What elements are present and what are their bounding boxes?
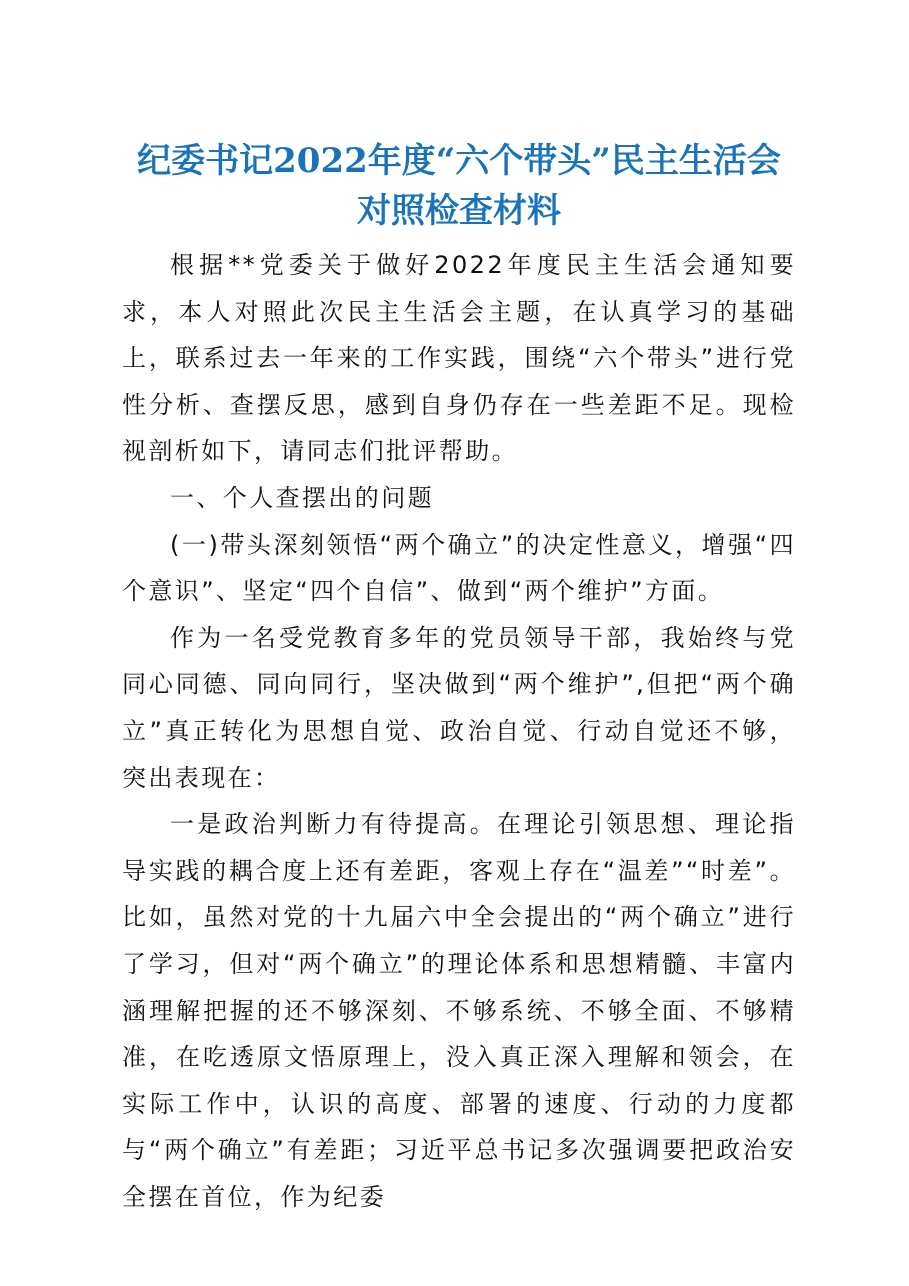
subsection-heading: (一)带头深刻领悟“两个确立”的决定性意义，增强“四个意识”、坚定“四个自信”、做到“两个维护”方面。 (122, 530, 796, 606)
body-paragraph: 一是政治判断力有待提高。在理论引领思想、理论指导实践的耦合度上还有差距，客观上存在“温差”“时差”。比如，虽然对党的十九届六中全会提出的“两个确立”进行了学习，但对“两个确立”的理论体系和思想精髓、丰富内涵理解把握的还不够深刻、不够系统、不够全面、不够精准，在吃透原文悟原理上，没入真正深入理解和领会，在实际工作中，认识的高度、部署的速度、行动的力度都与“两个确立”有差距；习近平总书记多次强调要把政治安全摆在首位，作为纪委 (122, 810, 796, 1211)
document-title (122, 136, 796, 236)
document-page (122, 136, 796, 1220)
document-body (122, 242, 796, 1220)
body-paragraph: 作为一名受党教育多年的党员领导干部，我始终与党同心同德、同向同行，坚决做到“两个维护”,但把“两个确立”真正转化为思想自觉、政治自觉、行动自觉还不够，突出表现在： (122, 623, 796, 792)
title-line-2: 对照检查材料 (357, 191, 561, 231)
intro-paragraph: 根据**党委关于做好2022年度民主生活会通知要求，本人对照此次民主生活会主题，在认真学习的基础上，联系过去一年来的工作实践，围绕“六个带头”进行党性分析、查摆反思，感到自身仍存在一些差距不足。现检视剖析如下，请同志们批评帮助。 (122, 251, 796, 466)
title-line-1: 纪委书记2022年度“六个带头”民主生活会 (137, 141, 781, 181)
section-heading: 一、个人查摆出的问题 (170, 483, 434, 512)
